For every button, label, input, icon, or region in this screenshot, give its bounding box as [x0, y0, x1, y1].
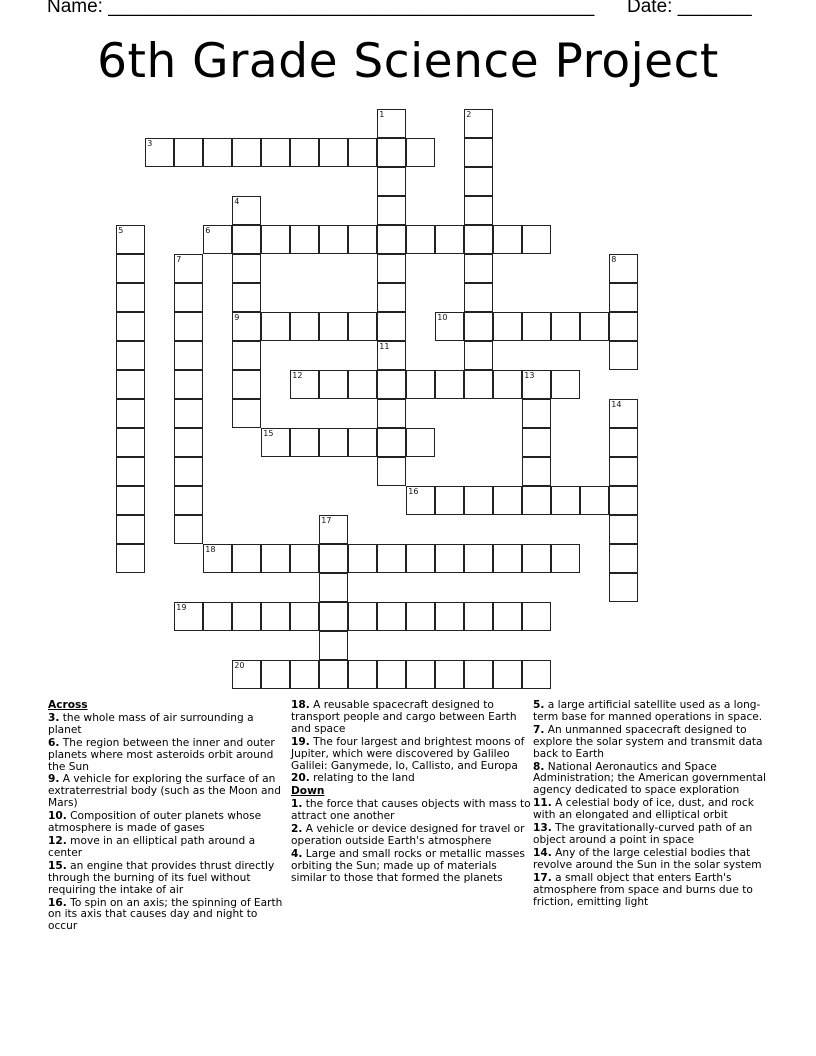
crossword-cell[interactable] — [377, 399, 406, 428]
crossword-cell[interactable] — [116, 428, 145, 457]
clue-number: 5 — [118, 226, 124, 236]
crossword-cell[interactable] — [377, 283, 406, 312]
crossword-cell[interactable] — [116, 399, 145, 428]
clue-number: 14 — [611, 400, 622, 410]
clue-down-5: 5. a large artificial satellite used as a long-term base for manned operations in space. — [533, 699, 763, 723]
crossword-cell[interactable] — [348, 370, 377, 399]
crossword-cell[interactable] — [116, 341, 145, 370]
crossword-cell[interactable] — [174, 283, 203, 312]
crossword-cell[interactable] — [522, 602, 551, 631]
crossword-cell[interactable] — [377, 225, 406, 254]
clue-across-15: 15. an engine that provides thrust directly through the burning of its fuel without requiring the intake of air — [48, 859, 275, 896]
crossword-cell[interactable] — [116, 515, 145, 544]
clue-down-11: 11. A celestial body of ice, dust, and rock with an elongated and elliptical orbit — [533, 797, 754, 822]
crossword-cell[interactable] — [406, 428, 435, 457]
crossword-cell[interactable] — [522, 544, 551, 573]
crossword-cell[interactable] — [203, 225, 232, 254]
crossword-cell[interactable] — [319, 544, 348, 573]
crossword-cell[interactable] — [464, 254, 493, 283]
crossword-cell[interactable] — [464, 225, 493, 254]
crossword-cell[interactable] — [290, 428, 319, 457]
crossword-cell[interactable] — [174, 312, 203, 341]
clue-number: 15 — [263, 429, 274, 439]
crossword-cell[interactable] — [522, 457, 551, 486]
crossword-cell[interactable] — [319, 515, 348, 544]
crossword-cell[interactable] — [377, 457, 406, 486]
crossword-cell[interactable] — [609, 341, 638, 370]
crossword-cell[interactable] — [232, 341, 261, 370]
clue-down-8: 8. National Aeronautics and Space Administration; the American governmental agency dedicated to space exploration — [533, 760, 767, 797]
crossword-cell[interactable] — [261, 428, 290, 457]
crossword-cell[interactable] — [116, 544, 145, 573]
crossword-cell[interactable] — [493, 544, 522, 573]
clues-column-3 — [533, 700, 773, 909]
crossword-cell[interactable] — [232, 399, 261, 428]
crossword-cell[interactable] — [493, 660, 522, 689]
crossword-cell[interactable] — [377, 167, 406, 196]
crossword-cell[interactable] — [435, 544, 464, 573]
across-heading: Across — [48, 699, 88, 711]
crossword-cell[interactable] — [464, 341, 493, 370]
clue-number: 10 — [437, 313, 448, 323]
crossword-cell[interactable] — [116, 225, 145, 254]
crossword-cell[interactable] — [174, 370, 203, 399]
crossword-cell[interactable] — [377, 109, 406, 138]
crossword-cell[interactable] — [290, 370, 319, 399]
clues-column-1 — [48, 700, 288, 934]
clue-across-10: 10. Composition of outer planets whose atmosphere is made of gases — [48, 810, 262, 835]
crossword-cell[interactable] — [261, 138, 290, 167]
clue-across-3: 3. the whole mass of air surrounding a planet — [48, 711, 254, 736]
crossword-cell[interactable] — [203, 544, 232, 573]
clues-column-2 — [291, 700, 531, 886]
clue-number: 8 — [611, 255, 617, 265]
crossword-cell[interactable] — [174, 602, 203, 631]
crossword-cell[interactable] — [464, 370, 493, 399]
clue-number: 13 — [524, 371, 535, 381]
crossword-cell[interactable] — [261, 660, 290, 689]
crossword-cell[interactable] — [348, 312, 377, 341]
clue-number: 7 — [176, 255, 182, 265]
crossword-cell[interactable] — [464, 196, 493, 225]
crossword-cell[interactable] — [348, 428, 377, 457]
clue-across-9: 9. A vehicle for exploring the surface of an extraterrestrial body (such as the Moon and Mars) — [48, 773, 281, 810]
crossword-cell[interactable] — [319, 631, 348, 660]
crossword-cell[interactable] — [377, 370, 406, 399]
crossword-cell[interactable] — [290, 312, 319, 341]
crossword-cell[interactable] — [348, 138, 377, 167]
clue-across-12: 12. move in an elliptical path around a center — [48, 834, 256, 859]
crossword-cell[interactable] — [348, 602, 377, 631]
crossword-cell[interactable] — [232, 225, 261, 254]
crossword-cell[interactable] — [435, 225, 464, 254]
clue-number: 16 — [408, 487, 419, 497]
crossword-cell[interactable] — [406, 138, 435, 167]
name-field-label[interactable]: Name: ______________________________________________ — [47, 0, 595, 17]
crossword-cell[interactable] — [116, 370, 145, 399]
crossword-cell[interactable] — [493, 486, 522, 515]
crossword-cell[interactable] — [232, 370, 261, 399]
crossword-cell[interactable] — [232, 602, 261, 631]
crossword-cell[interactable] — [174, 515, 203, 544]
crossword-cell[interactable] — [232, 196, 261, 225]
crossword-cell[interactable] — [116, 254, 145, 283]
crossword-cell[interactable] — [261, 225, 290, 254]
crossword-cell[interactable] — [377, 544, 406, 573]
crossword-cell[interactable] — [609, 312, 638, 341]
crossword-cell[interactable] — [406, 602, 435, 631]
date-field-label[interactable]: Date: _______ — [627, 0, 752, 17]
crossword-cell[interactable] — [174, 341, 203, 370]
crossword-cell[interactable] — [609, 457, 638, 486]
crossword-cell[interactable] — [145, 138, 174, 167]
clue-down-2: 2. A vehicle or device designed for travel or operation outside Earth's atmosphere — [291, 823, 525, 847]
crossword-cell[interactable] — [232, 283, 261, 312]
crossword-cell[interactable] — [174, 399, 203, 428]
crossword-cell[interactable] — [551, 486, 580, 515]
crossword-cell[interactable] — [261, 312, 290, 341]
crossword-cell[interactable] — [377, 196, 406, 225]
crossword-cell[interactable] — [522, 370, 551, 399]
clue-number: 3 — [147, 139, 153, 149]
crossword-cell[interactable] — [522, 660, 551, 689]
crossword-cell[interactable] — [232, 544, 261, 573]
clue-down-7: 7. An unmanned spacecraft designed to explore the solar system and transmit data back to Earth — [533, 723, 763, 760]
crossword-cell[interactable] — [551, 312, 580, 341]
clue-across-19: 19. The four largest and brightest moons of Jupiter, which were discovered by Galileo Galilei: Ganymede, Io, Callisto, and Europa — [291, 735, 525, 772]
clue-number: 2 — [466, 110, 472, 120]
crossword-cell[interactable] — [203, 602, 232, 631]
clue-number: 19 — [176, 603, 187, 613]
crossword-cell[interactable] — [290, 544, 319, 573]
crossword-cell[interactable] — [348, 225, 377, 254]
crossword-cell[interactable] — [116, 457, 145, 486]
crossword-cell[interactable] — [174, 428, 203, 457]
crossword-cell[interactable] — [377, 428, 406, 457]
crossword-cell[interactable] — [174, 457, 203, 486]
clue-across-16: 16. To spin on an axis; the spinning of Earth on its axis that causes day and night to occur — [48, 896, 283, 933]
clue-number: 1 — [379, 110, 385, 120]
crossword-cell[interactable] — [232, 660, 261, 689]
crossword-cell[interactable] — [348, 544, 377, 573]
page-title: 6th Grade Science Project — [97, 34, 719, 89]
crossword-cell[interactable] — [406, 544, 435, 573]
crossword-cell[interactable] — [580, 486, 609, 515]
crossword-cell[interactable] — [319, 138, 348, 167]
crossword-cell[interactable] — [319, 312, 348, 341]
clue-across-20: 20. relating to the land — [291, 772, 415, 785]
crossword-cell[interactable] — [435, 486, 464, 515]
clue-across-18: 18. A reusable spacecraft designed to transport people and cargo between Earth and space — [291, 699, 517, 735]
crossword-cell[interactable] — [319, 573, 348, 602]
crossword-cell[interactable] — [203, 138, 232, 167]
clue-down-17: 17. a small object that enters Earth's atmosphere from space and burns due to friction, emitting light — [533, 871, 753, 908]
crossword-cell[interactable] — [116, 312, 145, 341]
crossword-cell[interactable] — [609, 515, 638, 544]
crossword-cell[interactable] — [174, 138, 203, 167]
clue-number: 20 — [234, 661, 245, 671]
crossword-cell[interactable] — [522, 486, 551, 515]
clue-number: 9 — [234, 313, 240, 323]
crossword-cell[interactable] — [232, 138, 261, 167]
crossword-cell[interactable] — [551, 370, 580, 399]
crossword-cell[interactable] — [464, 109, 493, 138]
crossword-cell[interactable] — [377, 312, 406, 341]
crossword-cell[interactable] — [174, 254, 203, 283]
crossword-cell[interactable] — [435, 370, 464, 399]
crossword-cell[interactable] — [319, 660, 348, 689]
crossword-cell[interactable] — [290, 225, 319, 254]
crossword-cell[interactable] — [435, 660, 464, 689]
clue-number: 12 — [292, 371, 303, 381]
crossword-cell[interactable] — [319, 428, 348, 457]
crossword-cell[interactable] — [551, 544, 580, 573]
crossword-cell[interactable] — [174, 486, 203, 515]
clue-down-14: 14. Any of the large celestial bodies that revolve around the Sun in the solar system — [533, 846, 762, 871]
crossword-cell[interactable] — [609, 428, 638, 457]
clue-number: 18 — [205, 545, 216, 555]
crossword-cell[interactable] — [261, 602, 290, 631]
crossword-cell[interactable] — [377, 660, 406, 689]
clue-down-1: 1. the force that causes objects with mass to attract one another — [291, 798, 531, 823]
crossword-cell[interactable] — [290, 660, 319, 689]
crossword-cell[interactable] — [290, 602, 319, 631]
crossword-cell[interactable] — [464, 486, 493, 515]
clue-number: 4 — [234, 197, 240, 207]
crossword-cell[interactable] — [522, 428, 551, 457]
crossword-cell[interactable] — [580, 312, 609, 341]
crossword-cell[interactable] — [232, 254, 261, 283]
crossword-cell[interactable] — [493, 225, 522, 254]
crossword-cell[interactable] — [377, 341, 406, 370]
clue-down-4: 4. Large and small rocks or metallic masses orbiting the Sun; made up of materials similar to those that formed the planets — [291, 847, 525, 884]
down-heading: Down — [291, 785, 325, 798]
crossword-cell[interactable] — [406, 660, 435, 689]
crossword-cell[interactable] — [116, 283, 145, 312]
crossword-cell[interactable] — [609, 254, 638, 283]
crossword-cell[interactable] — [464, 602, 493, 631]
crossword-cell[interactable] — [464, 312, 493, 341]
crossword-cell[interactable] — [464, 138, 493, 167]
crossword-cell[interactable] — [609, 399, 638, 428]
crossword-cell[interactable] — [319, 370, 348, 399]
crossword-cell[interactable] — [464, 544, 493, 573]
crossword-cell[interactable] — [290, 138, 319, 167]
crossword-cell[interactable] — [406, 370, 435, 399]
crossword-cell[interactable] — [609, 486, 638, 515]
crossword-cell[interactable] — [522, 312, 551, 341]
crossword-cell[interactable] — [319, 225, 348, 254]
crossword-cell[interactable] — [464, 660, 493, 689]
crossword-cell[interactable] — [232, 312, 261, 341]
crossword-cell[interactable] — [261, 544, 290, 573]
clue-across-6: 6. The region between the inner and outer planets where most asteroids orbit around the Sun — [48, 736, 275, 773]
crossword-cell[interactable] — [609, 573, 638, 602]
clue-number: 6 — [205, 226, 211, 236]
crossword-cell[interactable] — [319, 602, 348, 631]
crossword-cell[interactable] — [406, 225, 435, 254]
clue-number: 17 — [321, 516, 332, 526]
crossword-cell[interactable] — [609, 544, 638, 573]
crossword-cell[interactable] — [348, 660, 377, 689]
crossword-cell[interactable] — [116, 486, 145, 515]
clue-down-13: 13. The gravitationally-curved path of an object around a point in space — [533, 822, 753, 846]
crossword-cell[interactable] — [522, 399, 551, 428]
crossword-cell[interactable] — [406, 486, 435, 515]
crossword-cell[interactable] — [464, 167, 493, 196]
crossword-cell[interactable] — [435, 312, 464, 341]
crossword-cell[interactable] — [609, 283, 638, 312]
crossword-cell[interactable] — [493, 370, 522, 399]
crossword-cell[interactable] — [377, 254, 406, 283]
crossword-cell[interactable] — [522, 225, 551, 254]
crossword-cell[interactable] — [464, 283, 493, 312]
crossword-cell[interactable] — [377, 602, 406, 631]
crossword-cell[interactable] — [493, 602, 522, 631]
clue-number: 11 — [379, 342, 390, 352]
crossword-cell[interactable] — [493, 312, 522, 341]
crossword-cell[interactable] — [377, 138, 406, 167]
crossword-cell[interactable] — [435, 602, 464, 631]
